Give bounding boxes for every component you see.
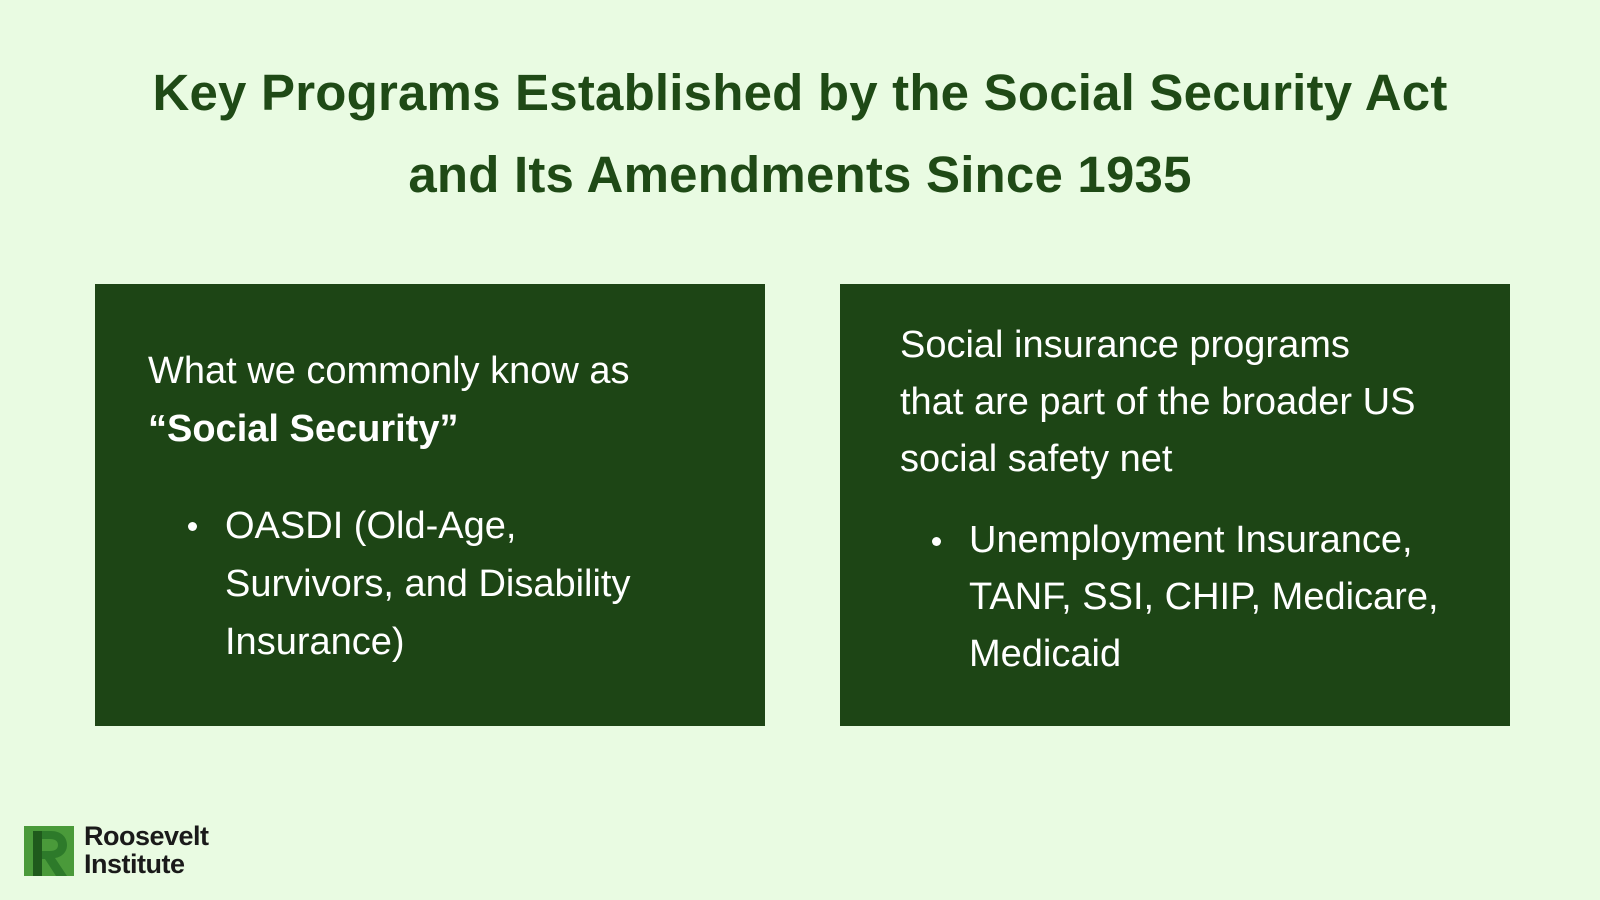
social-security-card-bullet-list	[188, 497, 668, 671]
logo-wordmark-line-2: Institute	[84, 849, 185, 879]
safety-net-card	[840, 284, 1510, 726]
social-security-card-intro	[148, 342, 738, 458]
social-security-card-emphasis: “Social Security”	[148, 408, 459, 450]
bullet-icon	[188, 522, 197, 531]
list-item	[932, 512, 1462, 683]
roosevelt-institute-logo	[24, 822, 234, 878]
list-item-text: OASDI (Old-Age, Survivors, and Disability Insurance)	[225, 505, 631, 663]
list-item-text: Unemployment Insurance, TANF, SSI, CHIP, Medicare, Medicaid	[969, 519, 1439, 675]
roosevelt-r-logo-icon	[24, 826, 74, 876]
logo-wordmark-line-1: Roosevelt	[84, 821, 209, 851]
logo-wordmark	[84, 822, 209, 878]
page-title	[60, 52, 1540, 216]
safety-net-card-intro: Social insurance programs that are part of the broader US social safety net	[900, 324, 1416, 480]
social-security-card	[95, 284, 765, 726]
page-title-line-1: Key Programs Established by the Social Security Act	[152, 64, 1448, 121]
safety-net-card-bullet-list	[932, 512, 1462, 683]
page-title-line-2: and Its Amendments Since 1935	[408, 146, 1192, 203]
social-security-card-intro-text: What we commonly know as	[148, 350, 630, 392]
list-item	[188, 497, 668, 671]
bullet-icon	[932, 537, 941, 546]
